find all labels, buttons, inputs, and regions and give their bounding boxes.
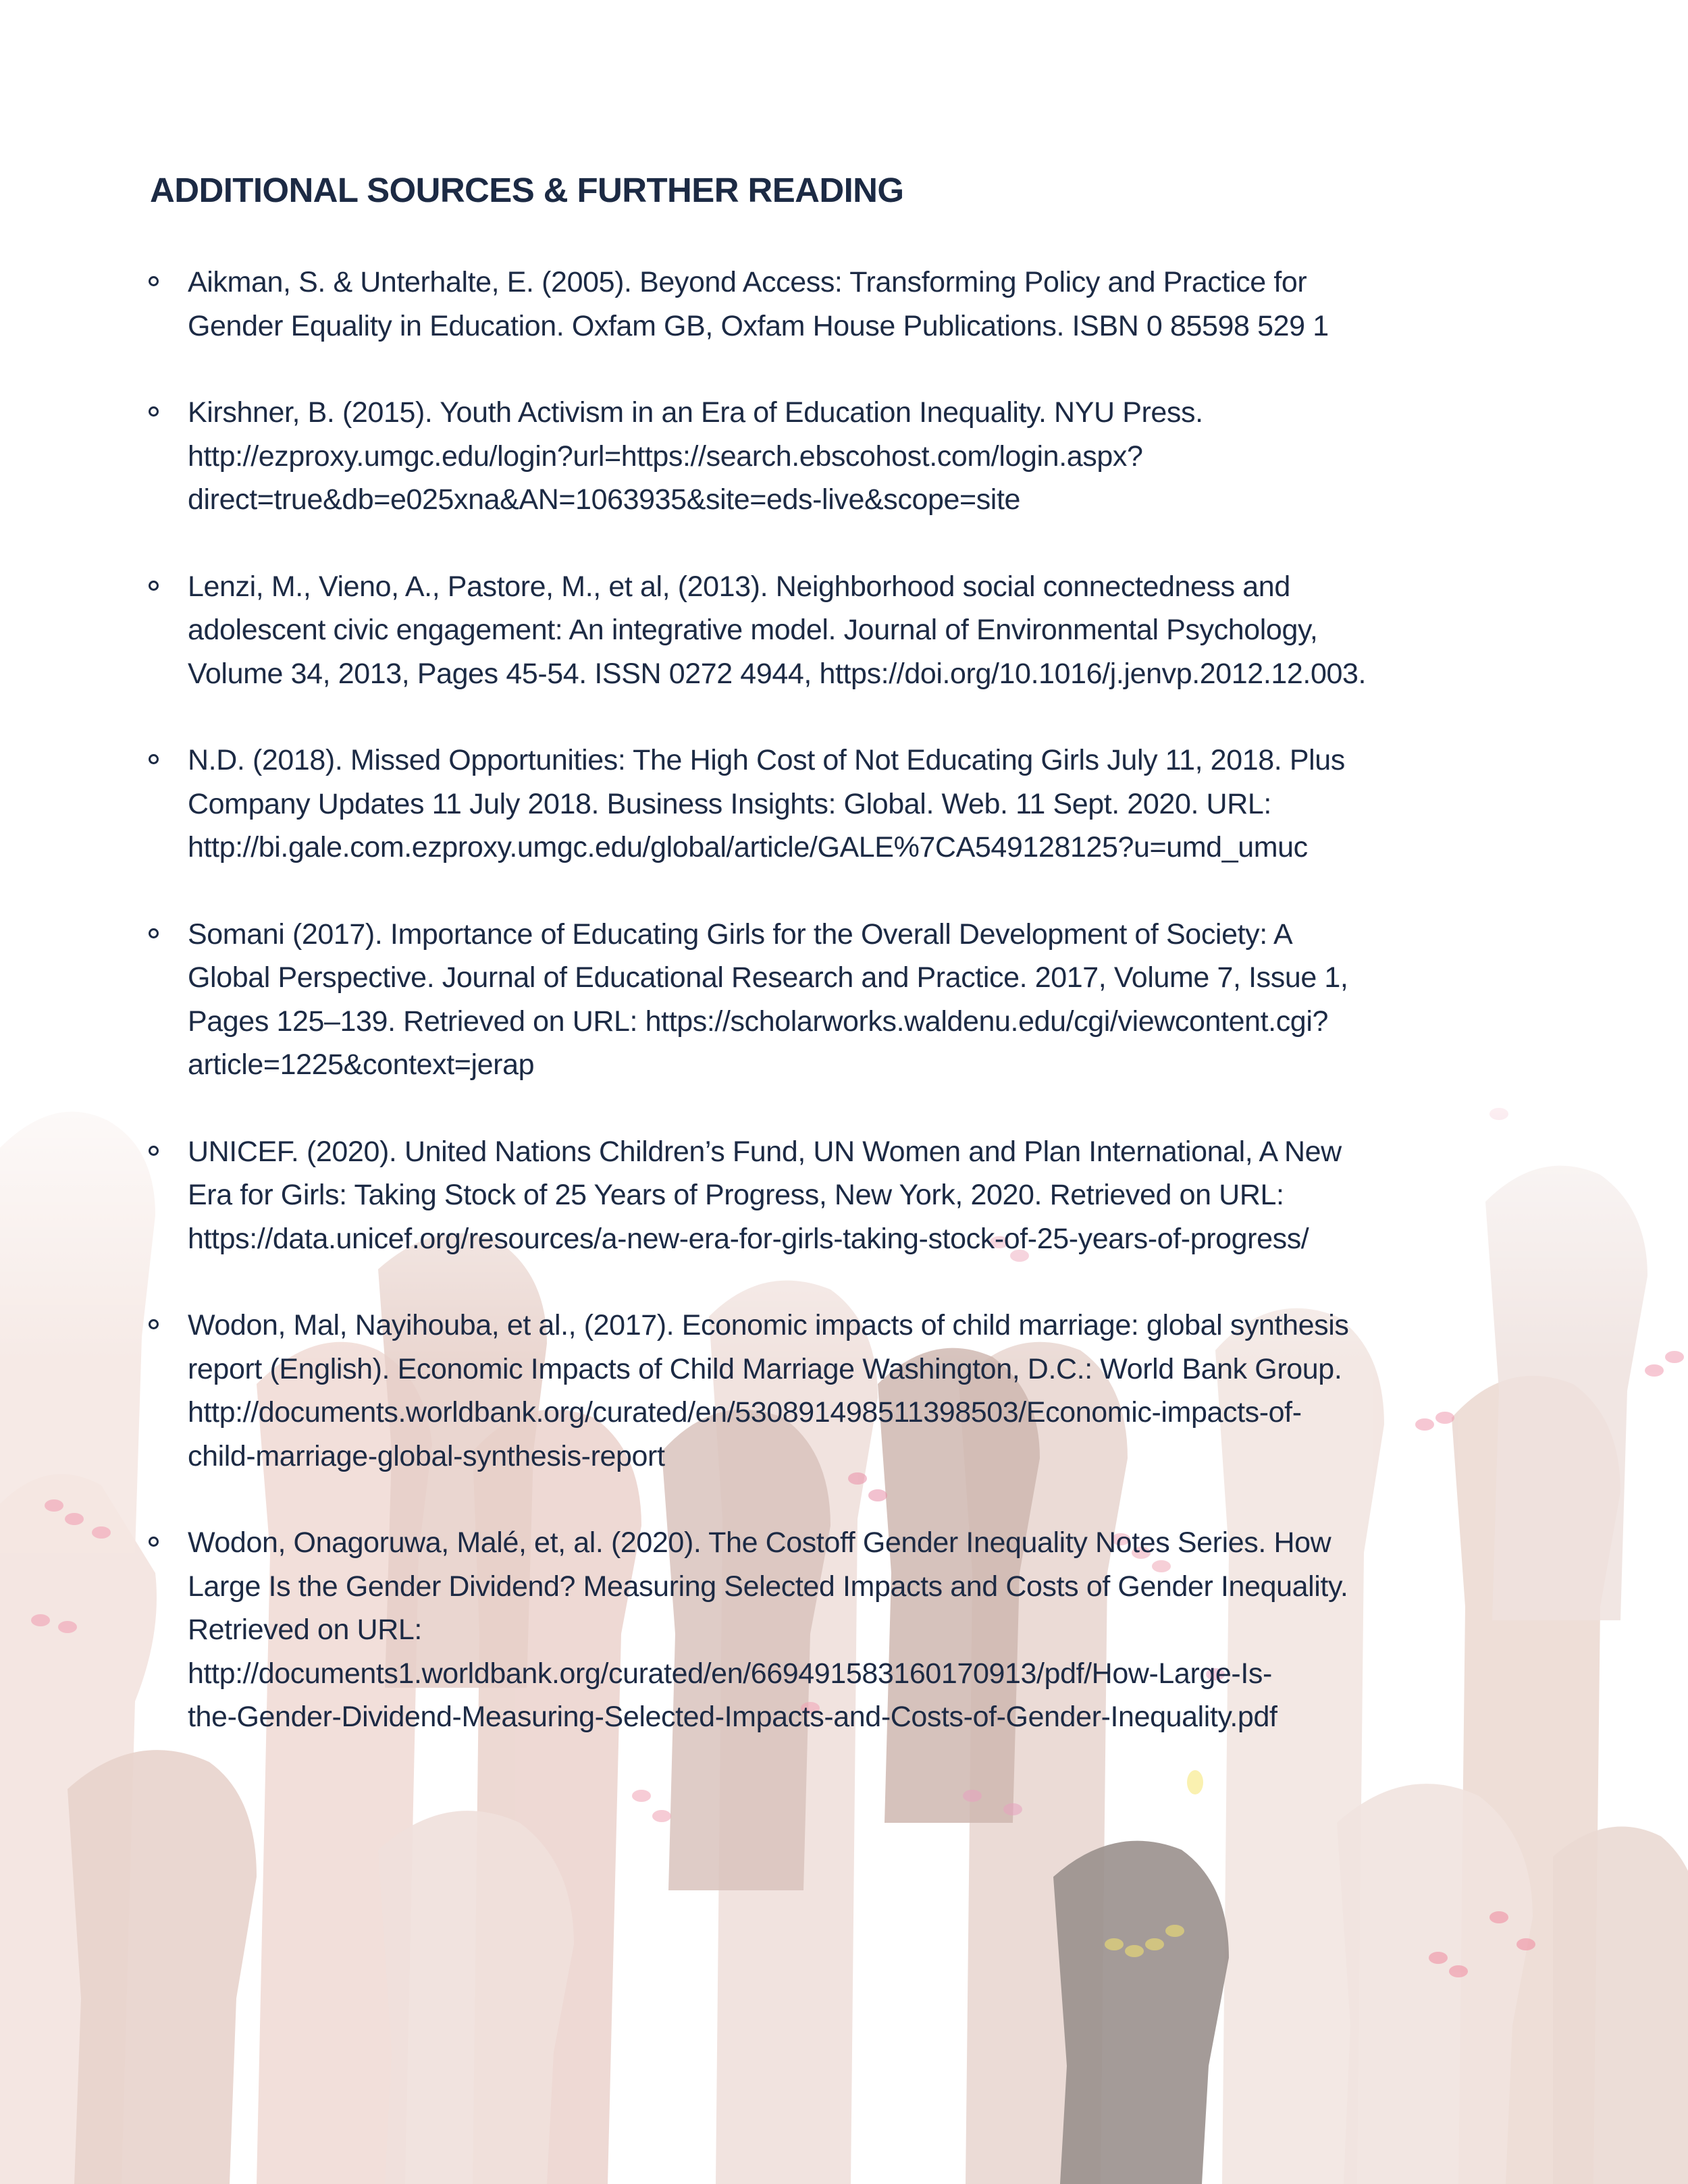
reference-url-line: article=1225&context=jerap <box>188 1048 535 1081</box>
reference-item <box>149 913 1580 1087</box>
reference-url-line: https://data.unicef.org/resources/a-new-era-for-girls-taking-stock-of-25-years-of-progress/ <box>188 1222 1309 1255</box>
reference-text-line: Wodon, Mal, Nayihouba, et al., (2017). Economic impacts of child marriage: global synthesis <box>188 1309 1349 1341</box>
reference-text-line: Lenzi, M., Vieno, A., Pastore, M., et al, (2013). Neighborhood social connectedness and <box>188 570 1290 603</box>
reference-url-line: direct=true&db=e025xna&AN=1063935&site=eds-live&scope=site <box>188 483 1021 516</box>
reference-text-line: report (English). Economic Impacts of Child Marriage Washington, D.C.: World Bank Group. <box>188 1352 1342 1385</box>
hollow-circle-bullet-icon <box>149 581 159 591</box>
reference-item <box>149 1130 1580 1261</box>
reference-url-line: http://ezproxy.umgc.edu/login?url=https://search.ebscohost.com/login.aspx? <box>188 440 1143 473</box>
reference-text-line: Large Is the Gender Dividend? Measuring Selected Impacts and Costs of Gender Inequality. <box>188 1570 1348 1603</box>
reference-text-line: Era for Girls: Taking Stock of 25 Years of Progress, New York, 2020. Retrieved on URL: <box>188 1179 1284 1211</box>
reference-text-line: Volume 34, 2013, Pages 45-54. ISSN 0272 4944, https://doi.org/10.1016/j.jenvp.2012.12.003. <box>188 657 1367 690</box>
reference-url-line: http://documents1.worldbank.org/curated/en/669491583160170913/pdf/How-Large-Is- <box>188 1657 1272 1690</box>
reference-text-line: Company Updates 11 July 2018. Business Insights: Global. Web. 11 Sept. 2020. URL: <box>188 787 1271 820</box>
reference-url-line: child-marriage-global-synthesis-report <box>188 1439 665 1472</box>
reference-item <box>149 565 1580 696</box>
reference-url-line: http://documents.worldbank.org/curated/en/530891498511398503/Economic-impacts-of- <box>188 1396 1302 1429</box>
reference-url-line: http://bi.gale.com.ezproxy.umgc.edu/global/article/GALE%7CA549128125?u=umd_umuc <box>188 831 1308 863</box>
reference-text-line: Aikman, S. & Unterhalte, E. (2005). Beyond Access: Transforming Policy and Practice for <box>188 266 1307 298</box>
hollow-circle-bullet-icon <box>149 1319 159 1329</box>
reference-text-line: Pages 125–139. Retrieved on URL: https://scholarworks.waldenu.edu/cgi/viewcontent.cgi? <box>188 1005 1328 1038</box>
reference-text-line: UNICEF. (2020). United Nations Children’s Fund, UN Women and Plan International, A New <box>188 1135 1342 1168</box>
reference-text-line: Retrieved on URL: <box>188 1614 422 1646</box>
hollow-circle-bullet-icon <box>149 1146 159 1156</box>
reference-list <box>149 261 1580 1782</box>
reference-text-line: N.D. (2018). Missed Opportunities: The High Cost of Not Educating Girls July 11, 2018. Plus <box>188 744 1345 776</box>
hollow-circle-bullet-icon <box>149 928 159 938</box>
reference-item <box>149 391 1580 522</box>
reference-text-line: Wodon, Onagoruwa, Malé, et, al. (2020). The Costoff Gender Inequality Notes Series. How <box>188 1526 1331 1559</box>
reference-item <box>149 739 1580 870</box>
reference-text-line: adolescent civic engagement: An integrative model. Journal of Environmental Psychology, <box>188 614 1318 646</box>
hollow-circle-bullet-icon <box>149 754 159 764</box>
page-title: ADDITIONAL SOURCES & FURTHER READING <box>150 171 904 209</box>
reference-text-line: Gender Equality in Education. Oxfam GB, Oxfam House Publications. ISBN 0 85598 529 1 <box>188 309 1329 342</box>
reference-text-line: Kirshner, B. (2015). Youth Activism in an Era of Education Inequality. NYU Press. <box>188 396 1203 429</box>
reference-text-line: Somani (2017). Importance of Educating Girls for the Overall Development of Society: A <box>188 917 1293 951</box>
reference-url-line: the-Gender-Dividend-Measuring-Selected-Impacts-and-Costs-of-Gender-Inequality.pdf <box>188 1701 1277 1733</box>
hollow-circle-bullet-icon <box>149 1537 159 1547</box>
hollow-circle-bullet-icon <box>149 276 159 286</box>
reference-item <box>149 261 1580 348</box>
reference-item <box>149 1304 1580 1478</box>
hollow-circle-bullet-icon <box>149 406 159 417</box>
reference-item <box>149 1521 1580 1739</box>
reference-text-line: Global Perspective. Journal of Educational Research and Practice. 2017, Volume 7, Issue 1, <box>188 961 1348 994</box>
